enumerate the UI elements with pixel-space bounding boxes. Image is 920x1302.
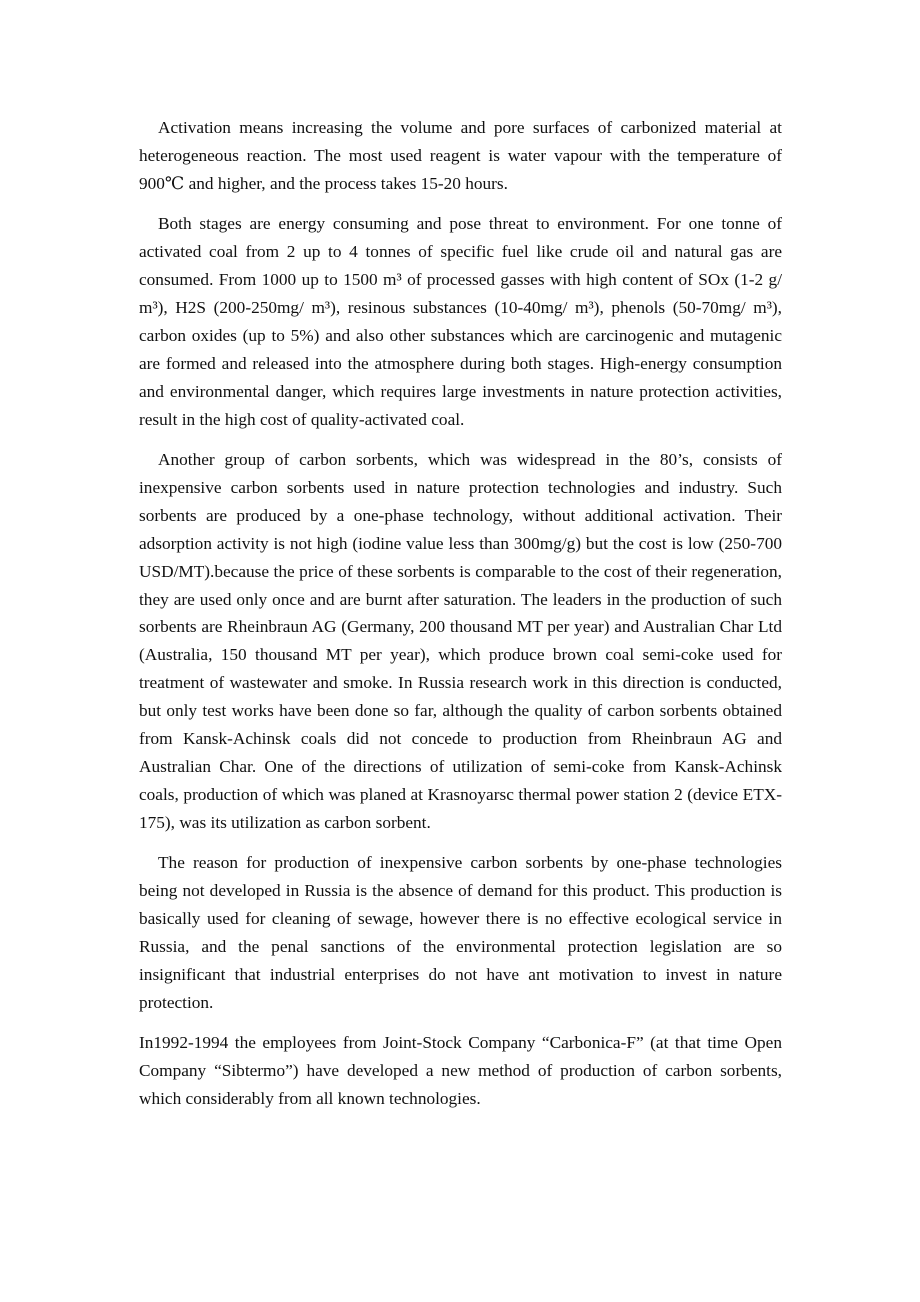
- paragraph-russia-demand: The reason for production of inexpensive carbon sorbents by one-phase technologies being not developed in Russia is the absence of demand for this product. This production is basically used for cleaning of sewage, however there is no effective ecological service in Russia, and the penal sanctions of the environmental protection legislation are so insignificant that industrial enterprises do not have ant motivation to invest in nature protection.: [139, 853, 782, 1012]
- paragraph-energy-consumption: Both stages are energy consuming and pose threat to environment. For one tonne of activated coal from 2 up to 4 tonnes of specific fuel like crude oil and natural gas are consumed. From 1000 up to 1500 m³ of processed gasses with high content of SOx (1-2 g/ m³), H2S (200-250mg/ m³), resinous substances (10-40mg/ m³), phenols (50-70mg/ m³), carbon oxides (up to 5%) and also other substances which are carcinogenic and mutagenic are formed and released into the atmosphere during both stages. High-energy consumption and environmental danger, which requires large investments in nature protection activities, result in the high cost of quality-activated coal.: [139, 214, 782, 429]
- paragraph-new-method: In1992-1994 the employees from Joint-Stock Company “Carbonica-F” (at that time Open Company “Sibtermo”) have developed a new method of production of carbon sorbents, which considerably from all known technologies.: [139, 1033, 782, 1108]
- paragraph-inexpensive-sorbents: Another group of carbon sorbents, which was widespread in the 80’s, consists of inexpensive carbon sorbents used in nature protection technologies and industry. Such sorbents are produced by a one-phase technology, without additional activation. Their adsorption activity is not high (iodine value less than 300mg/g) but the cost is low (250-700 USD/MT).because the price of these sorbents is comparable to the cost of their regeneration, they are used only once and are burnt after saturation. The leaders in the production of such sorbents are Rheinbraun AG (Germany, 200 thousand MT per year) and Australian Char Ltd (Australia, 150 thousand MT per year), which produce brown coal semi-coke used for treatment of wastewater and smoke. In Russia research work in this direction is conducted, but only test works have been done so far, although the quality of carbon sorbents obtained from Kansk-Achinsk coals did not concede to production from Rheinbraun AG and Australian Char. One of the directions of utilization of semi-coke from Kansk-Achinsk coals, production of which was planed at Krasnoyarsc thermal power station 2 (device ETX-175), was its utilization as carbon sorbent.: [139, 449, 782, 832]
- paragraph-activation: Activation means increasing the volume and pore surfaces of carbonized material at heterogeneous reaction. The most used reagent is water vapour with the temperature of 900℃ and higher, and the process takes 15-20 hours.: [139, 118, 782, 193]
- document-page: [139, 114, 782, 1125]
